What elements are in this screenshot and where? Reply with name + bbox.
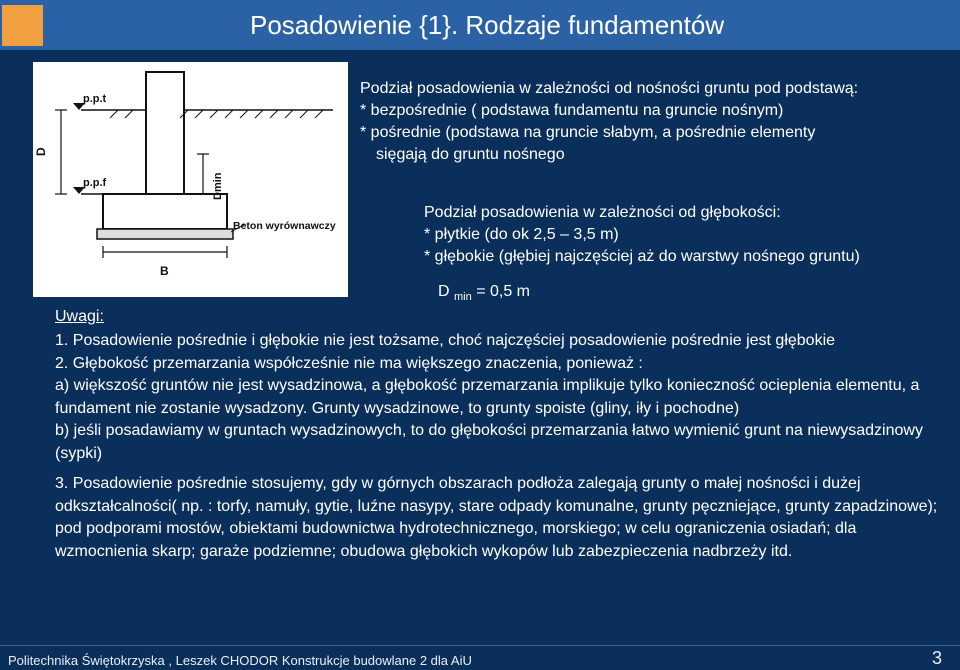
notes-body bbox=[55, 330, 945, 563]
header-bar bbox=[0, 0, 960, 50]
note-item: a) większość gruntów nie jest wysadzinowa, a głębokość przemarzania implikuje tylko konieczność ocieplenia elementu, a fundament nie zostanie wysadzony. Grunty wysadzinowe, to grunty spoiste (gliny, iły i pochodne) bbox=[55, 377, 920, 417]
foundation-diagram bbox=[33, 62, 348, 297]
label-beton: Beton wyrównawczy bbox=[233, 220, 336, 232]
section1-line: Podział posadowienia w zależności od nośności gruntu pod podstawą: bbox=[360, 80, 859, 97]
dmin-value: = 0,5 m bbox=[476, 283, 531, 300]
slide-title: Posadowienie {1}. Rodzaje fundamentów bbox=[250, 10, 725, 40]
footing-shape bbox=[103, 194, 227, 229]
label-ppf: p.p.f bbox=[83, 177, 107, 189]
uwagi-label: Uwagi: bbox=[55, 308, 104, 325]
section1-line: * bezpośrednie ( podstawa fundamentu na gruncie nośnym) bbox=[360, 102, 784, 119]
note-item: b) jeśli posadawiamy w gruntach wysadzinowych, to do głębokości przemarzania łatwo wymienić grunt na niewysadzinowy (sypki) bbox=[55, 422, 923, 462]
section-nosnosc bbox=[360, 78, 858, 166]
footer bbox=[0, 645, 960, 670]
note-item: 2. Głębokość przemarzania współcześnie nie ma większego znaczenia, ponieważ : bbox=[55, 354, 643, 372]
section2-line: * głębokie (głębiej najczęściej aż do warstwy nośnego gruntu) bbox=[424, 248, 860, 265]
label-dmin: Dmin bbox=[212, 172, 224, 200]
label-ppt: p.p.t bbox=[83, 93, 107, 105]
note-item: 3. Posadowienie pośrednie stosujemy, gdy w górnych obszarach podłoża zalegają grunty o małej nośności i dużej odkształcalności( np. : torfy, namuły, gytie, luźne nasypy, stare odpady komunalne, grunty pęczniejące, grunty zapadzinowe); pod podporami mostów, obiektami budownictwa hydrotechnicznego, morskiego; w celu ograniczenia osiadań; dla wzmocnienia skarp; garaże podziemne; obudowa głębokich wykopów lub zabezpieczenia nadbrzeży itd. bbox=[55, 475, 938, 560]
section2-line: * płytkie (do ok 2,5 – 3,5 m) bbox=[424, 226, 619, 243]
label-d: D bbox=[34, 147, 48, 156]
foundation-drawing bbox=[33, 62, 348, 297]
footer-text: Politechnika Świętokrzyska , Leszek CHODOR Konstrukcje budowlane 2 dla AiU bbox=[8, 653, 472, 668]
dmin-sub: min bbox=[454, 291, 472, 304]
note-item: 1. Posadowienie pośrednie i głębokie nie jest tożsame, choć najczęściej posadowienie pośrednie jest głębokie bbox=[55, 332, 836, 349]
dmin-note bbox=[438, 283, 530, 303]
section1-line: sięgają do gruntu nośnego bbox=[376, 146, 565, 163]
column-shape bbox=[146, 72, 184, 194]
section2-line: Podział posadowienia w zależności od głębokości: bbox=[424, 204, 781, 221]
page-number: 3 bbox=[932, 648, 943, 668]
section1-line: * pośrednie (podstawa na gruncie słabym, a pośrednie elementy bbox=[360, 124, 816, 141]
accent-square bbox=[2, 5, 43, 46]
dmin-prefix: D bbox=[438, 283, 450, 300]
label-b: B bbox=[160, 264, 169, 278]
section-glebokosc bbox=[424, 202, 860, 268]
lean-concrete-layer bbox=[97, 229, 233, 239]
